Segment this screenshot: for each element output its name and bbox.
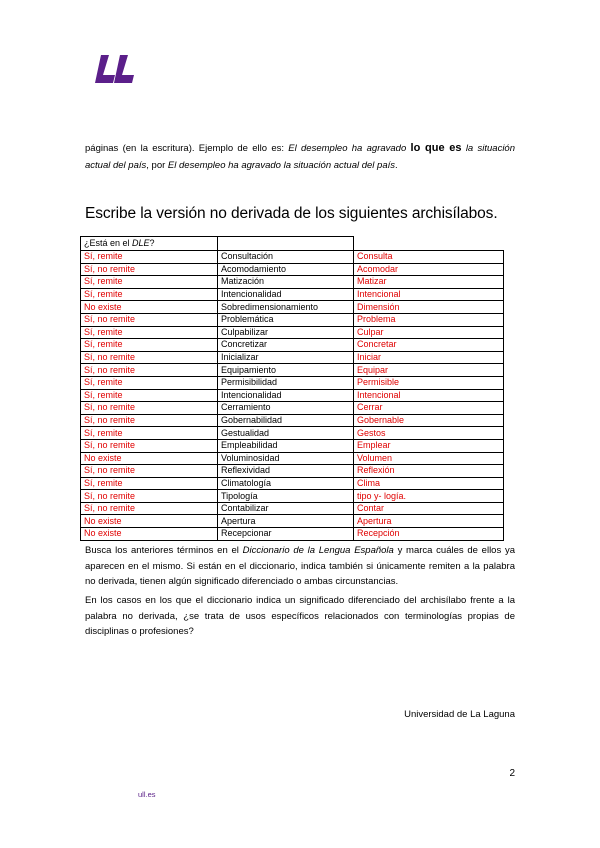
base-word-cell: Reflexión xyxy=(354,465,504,478)
archisilabo-cell: Tipología xyxy=(218,490,354,503)
ull-logo-icon xyxy=(95,55,135,83)
archisilabo-cell: Equipamiento xyxy=(218,364,354,377)
dle-status-cell: Sí, no remite xyxy=(81,414,218,427)
archisilabo-cell: Intencionalidad xyxy=(218,288,354,301)
dle-status-cell: Sí, no remite xyxy=(81,465,218,478)
archisilabo-cell: Climatología xyxy=(218,477,354,490)
base-word-cell: Intencional xyxy=(354,288,504,301)
dle-status-cell: Sí, remite xyxy=(81,288,218,301)
table-row xyxy=(81,276,504,289)
site-link[interactable]: ull.es xyxy=(138,790,156,799)
dle-status-cell: Sí, remite xyxy=(81,427,218,440)
base-word-cell: Culpar xyxy=(354,326,504,339)
base-word-cell: Consulta xyxy=(354,251,504,264)
base-word-cell: Equipar xyxy=(354,364,504,377)
dle-status-cell: Sí, remite xyxy=(81,376,218,389)
dle-status-cell: No existe xyxy=(81,301,218,314)
dle-status-cell: Sí, no remite xyxy=(81,402,218,415)
dle-status-cell: No existe xyxy=(81,528,218,541)
table-row xyxy=(81,465,504,478)
table-row xyxy=(81,301,504,314)
archisilabo-cell: Culpabilizar xyxy=(218,326,354,339)
archisilabo-cell: Reflexividad xyxy=(218,465,354,478)
base-word-cell: Permisible xyxy=(354,376,504,389)
table-row xyxy=(81,414,504,427)
base-word-cell: Acomodar xyxy=(354,263,504,276)
base-word-cell: Intencional xyxy=(354,389,504,402)
base-word-cell: Volumen xyxy=(354,452,504,465)
table-row xyxy=(81,439,504,452)
archisilabo-cell: Permisibilidad xyxy=(218,376,354,389)
base-word-cell: Matizar xyxy=(354,276,504,289)
intro-paragraph: páginas (en la escritura). Ejemplo de ello es: El desempleo ha agravado lo que es la situación actual del país, por El desempleo ha agravado la situación actual del país. xyxy=(85,142,515,171)
table-row xyxy=(81,351,504,364)
archisilabo-cell: Inicializar xyxy=(218,351,354,364)
header-empty-cell xyxy=(218,237,354,251)
table-row xyxy=(81,402,504,415)
dle-status-cell: Sí, remite xyxy=(81,326,218,339)
instruction-paragraph-1: Busca los anteriores términos en el Diccionario de la Lengua Española y marca cuáles de ellos ya aparecen en el mismo. Si están en el diccionario, indica también si únicamente remiten a la palabra no derivada, tienen algún significado diferenciado o ambas circunstancias. xyxy=(85,545,515,587)
instruction-paragraph-2: En los casos en los que el diccionario indica un significado diferenciado del archisílabo frente a la palabra no derivada, ¿se trata de usos específicos relacionados con terminologías propias de disciplinas o profesiones? xyxy=(85,595,515,637)
archisilabo-cell: Voluminosidad xyxy=(218,452,354,465)
dle-status-cell: Sí, remite xyxy=(81,276,218,289)
dle-status-cell: No existe xyxy=(81,452,218,465)
table-row xyxy=(81,452,504,465)
base-word-cell: Gobernable xyxy=(354,414,504,427)
table-row xyxy=(81,364,504,377)
table-row xyxy=(81,326,504,339)
base-word-cell: Contar xyxy=(354,502,504,515)
base-word-cell: tipo y- logía. xyxy=(354,490,504,503)
base-word-cell: Apertura xyxy=(354,515,504,528)
table-row xyxy=(81,288,504,301)
base-word-cell: Emplear xyxy=(354,439,504,452)
base-word-cell: Dimensión xyxy=(354,301,504,314)
dle-header-cell: ¿Está en el DLE? xyxy=(81,237,218,251)
archisilabo-cell: Recepcionar xyxy=(218,528,354,541)
archisilabo-cell: Apertura xyxy=(218,515,354,528)
table-header-row xyxy=(81,237,504,251)
archisilabo-cell: Sobredimensionamiento xyxy=(218,301,354,314)
table-row xyxy=(81,389,504,402)
dle-status-cell: Sí, no remite xyxy=(81,313,218,326)
table-row xyxy=(81,251,504,264)
archisilabo-cell: Cerramiento xyxy=(218,402,354,415)
table-row xyxy=(81,339,504,352)
archisilabo-cell: Empleabilidad xyxy=(218,439,354,452)
table-row xyxy=(81,477,504,490)
table-row xyxy=(81,528,504,541)
archisilabo-cell: Matización xyxy=(218,276,354,289)
dle-status-cell: No existe xyxy=(81,515,218,528)
table-row xyxy=(81,502,504,515)
base-word-cell: Gestos xyxy=(354,427,504,440)
dle-status-cell: Sí, no remite xyxy=(81,502,218,515)
table-row xyxy=(81,515,504,528)
base-word-cell: Cerrar xyxy=(354,402,504,415)
base-word-cell: Clima xyxy=(354,477,504,490)
table-row xyxy=(81,427,504,440)
header-blank xyxy=(354,237,504,251)
dle-status-cell: Sí, no remite xyxy=(81,263,218,276)
archisilabo-cell: Problemática xyxy=(218,313,354,326)
base-word-cell: Problema xyxy=(354,313,504,326)
dle-status-cell: Sí, remite xyxy=(81,389,218,402)
dle-status-cell: Sí, remite xyxy=(81,251,218,264)
dle-status-cell: Sí, no remite xyxy=(81,439,218,452)
university-name: Universidad de La Laguna xyxy=(404,709,515,720)
table-row xyxy=(81,313,504,326)
archisilabos-table xyxy=(80,236,504,541)
dle-status-cell: Sí, no remite xyxy=(81,351,218,364)
dle-status-cell: Sí, no remite xyxy=(81,364,218,377)
archisilabo-cell: Contabilizar xyxy=(218,502,354,515)
dle-status-cell: Sí, remite xyxy=(81,339,218,352)
archisilabo-cell: Consultación xyxy=(218,251,354,264)
archisilabo-cell: Concretizar xyxy=(218,339,354,352)
base-word-cell: Iniciar xyxy=(354,351,504,364)
table-row xyxy=(81,263,504,276)
archisilabo-cell: Acomodamiento xyxy=(218,263,354,276)
base-word-cell: Recepción xyxy=(354,528,504,541)
page-number: 2 xyxy=(509,768,515,779)
dle-status-cell: Sí, remite xyxy=(81,477,218,490)
archisilabo-cell: Gestualidad xyxy=(218,427,354,440)
archisilabo-cell: Gobernabilidad xyxy=(218,414,354,427)
table-row xyxy=(81,376,504,389)
dle-status-cell: Sí, no remite xyxy=(81,490,218,503)
exercise-heading: Escribe la versión no derivada de los siguientes archisílabos. xyxy=(85,205,498,222)
table-row xyxy=(81,490,504,503)
base-word-cell: Concretar xyxy=(354,339,504,352)
archisilabo-cell: Intencionalidad xyxy=(218,389,354,402)
